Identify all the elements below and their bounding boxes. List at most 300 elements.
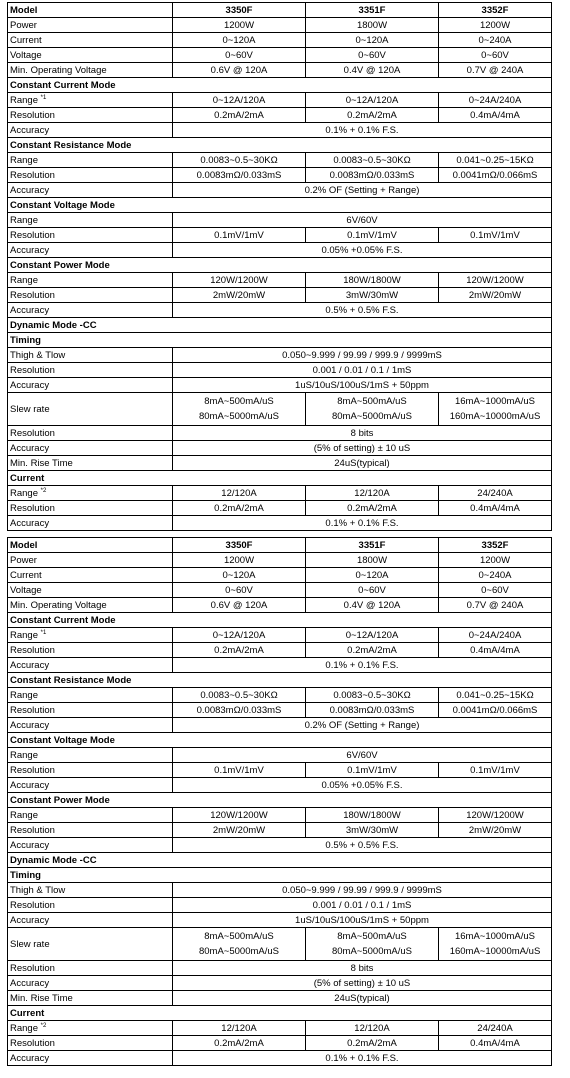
value-cell: 12/120A [173,1021,306,1036]
spec-row [8,628,552,643]
section-title: Constant Resistance Mode [8,138,552,153]
row-label-text: Resolution [10,169,55,181]
row-label-text: Resolution [10,502,55,514]
row-label-text: Range [10,94,38,106]
value-cell: 0~60V [439,583,552,598]
value-cell: 6V/60V [173,748,552,763]
value-cell: 12/120A [306,486,439,501]
footnote-marker: *1 [40,629,47,636]
value-cell: 0~60V [439,48,552,63]
value-cell: 0~12A/120A [306,628,439,643]
row-label-text: Resolution [10,899,55,911]
row-label-text: Model [10,539,38,551]
value-cell: 0.1mV/1mV [173,763,306,778]
row-label-text: Range [10,487,38,499]
value-cell: 0.6V @ 120A [173,63,306,78]
spec-row [8,108,552,123]
row-label-text: Range [10,274,38,286]
row-label [8,643,173,658]
row-label-text: Min. Operating Voltage [10,64,107,76]
value-cell: 0.0041mΩ/0.066mS [439,168,552,183]
spec-row [8,393,552,426]
row-label-text: Resolution [10,1037,55,1049]
section-row [8,733,552,748]
value-cell: 0~12A/120A [306,93,439,108]
value-cell: 24uS(typical) [173,456,552,471]
spec-row [8,658,552,673]
section-row [8,673,552,688]
value-cell: 8 bits [173,426,552,441]
value-cell: 120W/1200W [439,808,552,823]
spec-row [8,348,552,363]
section-row [8,793,552,808]
spec-row [8,486,552,501]
row-label [8,823,173,838]
row-label [8,501,173,516]
spec-row [8,838,552,853]
value-line: 160mA~10000mA/uS [449,946,541,957]
row-label [8,718,173,733]
row-label-text: Model [10,4,38,16]
value-cell: 0.0083mΩ/0.033mS [306,168,439,183]
row-label-text: Power [10,554,37,566]
model-label [8,538,173,553]
row-label-text: Range [10,1022,38,1034]
spec-row [8,33,552,48]
row-label [8,838,173,853]
value-cell: 0.2mA/2mA [173,643,306,658]
value-cell: 0~12A/120A [173,93,306,108]
spec-row [8,48,552,63]
spec-row [8,441,552,456]
value-cell: 24uS(typical) [173,991,552,1006]
value-cell: 0.050~9.999 / 99.99 / 999.9 / 9999mS [173,883,552,898]
value-cell: 24/240A [439,1021,552,1036]
spec-row [8,718,552,733]
value-cell: 120W/1200W [439,273,552,288]
row-label [8,583,173,598]
value-cell: 12/120A [306,1021,439,1036]
value-cell: 180W/1800W [306,273,439,288]
row-label [8,568,173,583]
row-label [8,486,173,501]
value-cell: 0.4mA/4mA [439,1036,552,1051]
spec-row [8,123,552,138]
value-cell: 0~120A [173,33,306,48]
row-label [8,33,173,48]
row-label [8,243,173,258]
value-line: 16mA~1000mA/uS [454,396,535,407]
row-label-text: Accuracy [10,184,50,196]
row-label-text: Current [10,34,42,46]
row-label-text: Accuracy [10,839,50,851]
value-cell: 0.001 / 0.01 / 0.1 / 1mS [173,898,552,913]
spec-row [8,688,552,703]
value-line: 80mA~5000mA/uS [331,411,412,422]
value-cell: (5% of setting) ± 10 uS [173,976,552,991]
row-label-text: Accuracy [10,244,50,256]
section-title: Constant Current Mode [8,78,552,93]
value-cell: 1uS/10uS/100uS/1mS + 50ppm [173,378,552,393]
row-label-text: Accuracy [10,719,50,731]
row-label [8,1036,173,1051]
section-row [8,78,552,93]
spec-row [8,363,552,378]
row-label-text: Accuracy [10,1052,50,1064]
value-line: 8mA~500mA/uS [337,931,407,942]
row-label [8,123,173,138]
row-label-text: Power [10,19,37,31]
spec-row [8,288,552,303]
value-cell: 0.0083mΩ/0.033mS [173,703,306,718]
row-label-text: Slew rate [10,938,50,950]
section-row [8,258,552,273]
value-cell: 0.2mA/2mA [306,1036,439,1051]
section-row [8,318,552,333]
row-label [8,778,173,793]
value-cell: 6V/60V [173,213,552,228]
row-label [8,961,173,976]
row-label-text: Resolution [10,644,55,656]
row-label-text: Range [10,809,38,821]
value-cell: 0.05% +0.05% F.S. [173,243,552,258]
spec-row [8,213,552,228]
row-label-text: Resolution [10,229,55,241]
value-cell: 0.7V @ 240A [439,63,552,78]
value-cell: 1200W [173,553,306,568]
section-row [8,333,552,348]
row-label-text: Resolution [10,109,55,121]
value-cell: 0.1% + 0.1% F.S. [173,1051,552,1066]
value-cell: 0.2mA/2mA [173,108,306,123]
spec-row [8,823,552,838]
row-label [8,976,173,991]
value-cell: 0.6V @ 120A [173,598,306,613]
section-row [8,138,552,153]
section-title: Current [8,1006,552,1021]
value-line: 80mA~5000mA/uS [198,946,279,957]
row-label [8,898,173,913]
value-cell: 0.1% + 0.1% F.S. [173,658,552,673]
value-cell: 0~240A [439,33,552,48]
value-line: 80mA~5000mA/uS [198,411,279,422]
value-cell: 120W/1200W [173,808,306,823]
row-label-text: Current [10,569,42,581]
spec-row [8,516,552,531]
value-cell: 0.050~9.999 / 99.99 / 999.9 / 9999mS [173,348,552,363]
row-label [8,228,173,243]
value-cell: 0.4V @ 120A [306,598,439,613]
value-cell: 120W/1200W [173,273,306,288]
row-label-text: Resolution [10,704,55,716]
value-cell: 0~120A [306,33,439,48]
row-label-text: Accuracy [10,379,50,391]
row-label [8,1021,173,1036]
section-title: Timing [8,868,552,883]
value-cell: 0~120A [173,568,306,583]
row-label [8,553,173,568]
row-label [8,213,173,228]
row-label-text: Accuracy [10,124,50,136]
model-name: 3351F [306,3,439,18]
spec-row [8,568,552,583]
row-label-text: Resolution [10,364,55,376]
value-cell: 0.7V @ 240A [439,598,552,613]
model-name: 3351F [306,538,439,553]
value-cell: 0.0083~0.5~30KΩ [306,688,439,703]
value-cell: 0.0083~0.5~30KΩ [306,153,439,168]
spec-row [8,183,552,198]
spec-row [8,168,552,183]
row-label-text: Thigh & Tlow [10,884,66,896]
row-label [8,928,173,961]
value-cell: 1200W [173,18,306,33]
value-cell: 0.1% + 0.1% F.S. [173,516,552,531]
value-cell: 180W/1800W [306,808,439,823]
value-cell: 0~24A/240A [439,628,552,643]
row-label [8,63,173,78]
spec-row [8,1051,552,1066]
row-label [8,183,173,198]
spec-row [8,501,552,516]
spec-row [8,703,552,718]
value-line: 8mA~500mA/uS [204,396,274,407]
value-cell: 0.041~0.25~15KΩ [439,688,552,703]
value-cell: 0.2mA/2mA [306,501,439,516]
row-label-text: Min. Rise Time [10,457,73,469]
section-row [8,613,552,628]
row-label [8,913,173,928]
spec-row [8,153,552,168]
value-cell [173,928,306,961]
value-cell: 1200W [439,553,552,568]
value-line: 8mA~500mA/uS [337,396,407,407]
value-cell: 1200W [439,18,552,33]
value-cell: 0.0083~0.5~30KΩ [173,688,306,703]
value-cell: 0.2% OF (Setting + Range) [173,183,552,198]
header-row [8,3,552,18]
model-name: 3352F [439,3,552,18]
row-label-text: Range [10,629,38,641]
row-label [8,303,173,318]
value-cell: 0.2% OF (Setting + Range) [173,718,552,733]
spec-table [7,537,552,1066]
value-cell: 0~24A/240A [439,93,552,108]
row-label-text: Range [10,214,38,226]
row-label-text: Thigh & Tlow [10,349,66,361]
row-label [8,598,173,613]
section-title: Constant Voltage Mode [8,733,552,748]
spec-row [8,93,552,108]
value-cell: 3mW/30mW [306,823,439,838]
spec-row [8,378,552,393]
value-cell: 0.2mA/2mA [173,501,306,516]
value-cell: 2mW/20mW [439,288,552,303]
spec-row [8,748,552,763]
value-cell: 0.4V @ 120A [306,63,439,78]
row-label [8,628,173,643]
row-label-text: Range [10,749,38,761]
value-cell [173,393,306,426]
section-title: Constant Current Mode [8,613,552,628]
row-label-text: Min. Rise Time [10,992,73,1004]
spec-row [8,553,552,568]
value-cell: 8 bits [173,961,552,976]
row-label-text: Accuracy [10,914,50,926]
section-row [8,198,552,213]
value-cell: 1800W [306,18,439,33]
value-line: 8mA~500mA/uS [204,931,274,942]
spec-row [8,228,552,243]
value-cell: 24/240A [439,486,552,501]
row-label-text: Slew rate [10,403,50,415]
row-label-text: Accuracy [10,304,50,316]
section-row [8,853,552,868]
spec-row [8,456,552,471]
section-row [8,1006,552,1021]
model-name: 3352F [439,538,552,553]
value-cell [306,928,439,961]
spec-row [8,991,552,1006]
value-cell: 0.2mA/2mA [306,643,439,658]
spec-row [8,273,552,288]
value-cell: 0~60V [173,48,306,63]
value-cell: 2mW/20mW [173,823,306,838]
value-cell: 0.0083mΩ/0.033mS [173,168,306,183]
value-cell: 0.2mA/2mA [173,1036,306,1051]
value-cell: 1800W [306,553,439,568]
row-label [8,516,173,531]
spec-row [8,598,552,613]
value-cell: 12/120A [173,486,306,501]
value-cell: 2mW/20mW [173,288,306,303]
value-cell [306,393,439,426]
value-cell: 0.2mA/2mA [306,108,439,123]
row-label-text: Range [10,154,38,166]
row-label [8,288,173,303]
spec-row [8,808,552,823]
row-label-text: Resolution [10,764,55,776]
value-cell: 0~60V [173,583,306,598]
spec-row [8,1036,552,1051]
value-cell: 0.1% + 0.1% F.S. [173,123,552,138]
value-cell: 0~12A/120A [173,628,306,643]
value-line: 16mA~1000mA/uS [454,931,535,942]
row-label-text: Accuracy [10,659,50,671]
row-label [8,393,173,426]
row-label [8,168,173,183]
row-label-text: Accuracy [10,442,50,454]
row-label [8,688,173,703]
spec-row [8,243,552,258]
row-label [8,883,173,898]
row-label [8,808,173,823]
spec-row [8,583,552,598]
row-label-text: Resolution [10,824,55,836]
value-cell: 0.05% +0.05% F.S. [173,778,552,793]
spec-table [7,2,552,531]
value-cell: 0.1mV/1mV [306,228,439,243]
spec-row [8,778,552,793]
section-title: Constant Power Mode [8,793,552,808]
value-cell: 0.1mV/1mV [439,763,552,778]
row-label [8,48,173,63]
section-row [8,868,552,883]
value-cell: 0.5% + 0.5% F.S. [173,303,552,318]
row-label [8,273,173,288]
spec-row [8,976,552,991]
value-cell: 0.4mA/4mA [439,643,552,658]
row-label [8,763,173,778]
row-label [8,153,173,168]
section-title: Constant Power Mode [8,258,552,273]
spec-row [8,643,552,658]
row-label [8,441,173,456]
value-cell: 0.1mV/1mV [439,228,552,243]
value-cell [439,393,552,426]
spec-row [8,913,552,928]
row-label-text: Voltage [10,49,42,61]
value-cell: 0.001 / 0.01 / 0.1 / 1mS [173,363,552,378]
spec-row [8,763,552,778]
section-title: Constant Voltage Mode [8,198,552,213]
value-cell: 1uS/10uS/100uS/1mS + 50ppm [173,913,552,928]
value-line: 160mA~10000mA/uS [449,411,541,422]
model-name: 3350F [173,538,306,553]
row-label [8,456,173,471]
value-cell: 0~240A [439,568,552,583]
row-label [8,378,173,393]
row-label-text: Min. Operating Voltage [10,599,107,611]
row-label [8,348,173,363]
row-label [8,991,173,1006]
section-title: Constant Resistance Mode [8,673,552,688]
row-label [8,658,173,673]
value-cell: 0.0041mΩ/0.066mS [439,703,552,718]
spec-row [8,898,552,913]
section-title: Dynamic Mode -CC [8,853,552,868]
value-line: 80mA~5000mA/uS [331,946,412,957]
row-label [8,18,173,33]
row-label-text: Accuracy [10,779,50,791]
spec-row [8,883,552,898]
value-cell: 0.041~0.25~15KΩ [439,153,552,168]
value-cell: 0.4mA/4mA [439,501,552,516]
value-cell: 0.4mA/4mA [439,108,552,123]
value-cell: 0~60V [306,583,439,598]
value-cell: 0.5% + 0.5% F.S. [173,838,552,853]
value-cell: 0.0083~0.5~30KΩ [173,153,306,168]
row-label-text: Resolution [10,289,55,301]
row-label-text: Accuracy [10,977,50,989]
value-cell: 0~60V [306,48,439,63]
footnote-marker: *1 [40,94,47,101]
section-title: Current [8,471,552,486]
value-cell: 0.1mV/1mV [306,763,439,778]
row-label [8,108,173,123]
row-label [8,748,173,763]
row-label-text: Range [10,689,38,701]
value-cell: 0~120A [306,568,439,583]
row-label [8,1051,173,1066]
value-cell: 0.0083mΩ/0.033mS [306,703,439,718]
row-label-text: Voltage [10,584,42,596]
section-row [8,471,552,486]
value-cell: (5% of setting) ± 10 uS [173,441,552,456]
row-label [8,93,173,108]
row-label-text: Resolution [10,427,55,439]
header-row [8,538,552,553]
